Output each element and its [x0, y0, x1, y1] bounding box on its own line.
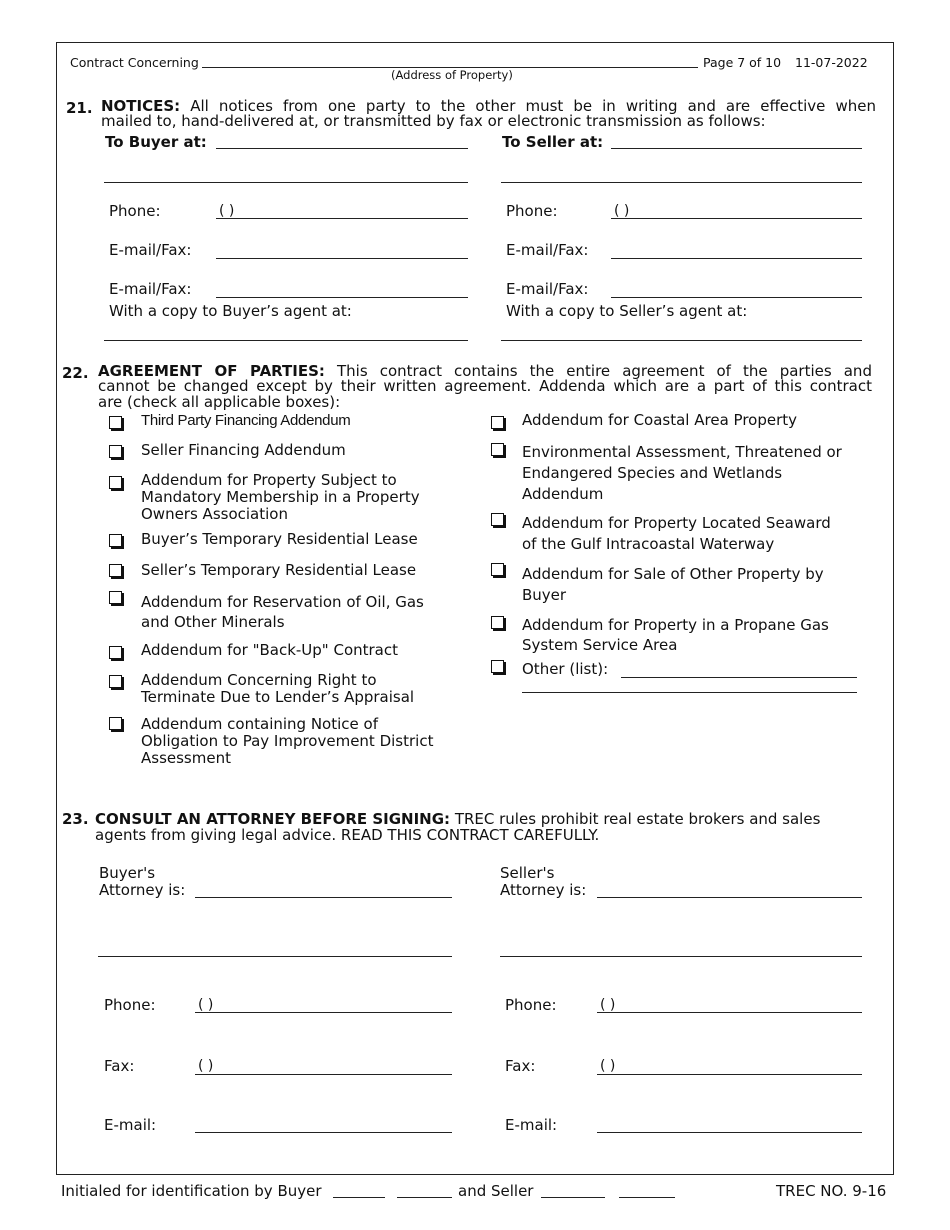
buyer-address-field-2[interactable] — [104, 182, 468, 183]
addendum-left-3-label — [141, 472, 420, 523]
buyer-attorney-label: Attorney is: — [99, 881, 186, 899]
addendum-right-1-checkbox[interactable] — [491, 416, 504, 429]
seller-attorney-email-field[interactable] — [597, 1132, 862, 1133]
and-seller-label: and Seller — [458, 1182, 534, 1200]
addendum-left-8-line2: Terminate Due to Lender’s Appraisal — [141, 688, 415, 706]
addendum-left-3-line2: Mandatory Membership in a Property — [141, 488, 420, 506]
addendum-right-2-line1: Environmental Assessment, Threatened or — [522, 443, 842, 461]
page-number: Page 7 of 10 — [703, 55, 782, 70]
seller-attorney-fax-format: ( ) — [600, 1058, 616, 1074]
buyer-attorney-fax-label: Fax: — [104, 1057, 135, 1075]
addendum-right-4-checkbox[interactable] — [491, 563, 504, 576]
addendum-left-4-line1: Buyer’s Temporary Residential Lease — [141, 530, 418, 548]
addendum-left-9-line3: Assessment — [141, 749, 231, 767]
addendum-left-4-checkbox[interactable] — [109, 534, 122, 547]
seller-phone-format: ( ) — [614, 203, 630, 219]
addendum-left-8-checkbox[interactable] — [109, 675, 122, 688]
section-21-text1: All notices from one party to the other must be in writing and are effective when — [190, 97, 876, 115]
other-list-field[interactable] — [621, 677, 857, 678]
buyer-email-fax-field-1[interactable] — [216, 258, 468, 259]
buyer-phone-format: ( ) — [219, 203, 235, 219]
buyer-attorney-phone-format: ( ) — [198, 997, 214, 1013]
addendum-left-2-checkbox[interactable] — [109, 445, 122, 458]
addendum-right-5-line1: Addendum for Property in a Propane Gas — [522, 616, 829, 634]
addendum-left-7-checkbox[interactable] — [109, 646, 122, 659]
seller-address-field[interactable] — [611, 148, 862, 149]
addendum-left-8-label — [141, 672, 414, 706]
addendum-right-1-label — [522, 412, 797, 429]
addendum-left-9-checkbox[interactable] — [109, 717, 122, 730]
buyer-initial-field-1[interactable] — [333, 1197, 385, 1198]
buyer-email-fax-field-2[interactable] — [216, 297, 468, 298]
addendum-right-5-line2: System Service Area — [522, 636, 678, 654]
to-buyer-label: To Buyer at: — [105, 133, 207, 151]
buyer-phone-field[interactable] — [216, 218, 468, 219]
addendum-left-9-label — [141, 716, 433, 767]
buyers-label: Buyer's — [99, 864, 156, 882]
seller-phone-label: Phone: — [506, 202, 558, 220]
addendum-right-1-line1: Addendum for Coastal Area Property — [522, 411, 798, 429]
other-list-field-2[interactable] — [522, 692, 857, 693]
addendum-left-6-line2: and Other Minerals — [141, 613, 285, 631]
buyer-email-fax-label-2: E-mail/Fax: — [109, 280, 192, 298]
seller-attorney-phone-field[interactable] — [597, 1012, 862, 1013]
addendum-right-3-line1: Addendum for Property Located Seaward — [522, 514, 831, 532]
section-22-line2: cannot be changed except by their written agreement. Addenda which are a part of this contract — [98, 377, 872, 395]
addendum-left-9-line1: Addendum containing Notice of — [141, 715, 378, 733]
addendum-left-6-label — [141, 592, 424, 632]
addendum-left-7-line1: Addendum for "Back-Up" Contract — [141, 641, 398, 659]
section-21-number: 21. — [66, 99, 93, 117]
addendum-left-5-line1: Seller’s Temporary Residential Lease — [141, 561, 417, 579]
addendum-right-3-label — [522, 513, 831, 555]
section-23-line2: agents from giving legal advice. READ THIS CONTRACT CAREFULLY. — [95, 826, 600, 844]
trec-form-number: TREC NO. 9-16 — [776, 1182, 887, 1200]
seller-address-field-2[interactable] — [501, 182, 862, 183]
buyer-agent-field[interactable] — [104, 340, 468, 341]
buyer-attorney-phone-label: Phone: — [104, 996, 156, 1014]
buyer-attorney-field[interactable] — [195, 897, 452, 898]
addendum-left-3-line3: Owners Association — [141, 505, 288, 523]
initialed-buyer-label: Initialed for identification by Buyer — [61, 1182, 322, 1200]
seller-email-fax-label-2: E-mail/Fax: — [506, 280, 589, 298]
addendum-left-8-line1: Addendum Concerning Right to — [141, 671, 377, 689]
addendum-right-6-line1: Other (list): — [522, 660, 609, 678]
seller-attorney-field[interactable] — [597, 897, 862, 898]
addendum-left-1-label — [141, 412, 350, 429]
buyer-attorney-field-2[interactable] — [98, 956, 452, 957]
addendum-right-6-checkbox[interactable] — [491, 660, 504, 673]
seller-phone-field[interactable] — [611, 218, 862, 219]
addendum-left-4-label — [141, 531, 418, 548]
section-22-line3: are (check all applicable boxes): — [98, 393, 341, 411]
buyer-attorney-fax-format: ( ) — [198, 1058, 214, 1074]
seller-agent-field[interactable] — [501, 340, 862, 341]
seller-attorney-fax-field[interactable] — [597, 1074, 862, 1075]
section-21-line2: mailed to, hand-delivered at, or transmitted by fax or electronic transmission as follows: — [101, 112, 766, 130]
addendum-left-9-line2: Obligation to Pay Improvement District — [141, 732, 434, 750]
buyer-attorney-phone-field[interactable] — [195, 1012, 452, 1013]
section-23-text1: TREC rules prohibit real estate brokers and sales — [454, 810, 821, 828]
buyer-email-fax-label-1: E-mail/Fax: — [109, 241, 192, 259]
seller-attorney-email-label: E-mail: — [505, 1116, 558, 1134]
seller-attorney-phone-format: ( ) — [600, 997, 616, 1013]
seller-agent-label: With a copy to Seller’s agent at: — [506, 302, 748, 320]
buyer-attorney-email-field[interactable] — [195, 1132, 452, 1133]
seller-email-fax-field-2[interactable] — [611, 297, 862, 298]
address-caption: (Address of Property) — [391, 68, 513, 82]
seller-email-fax-field-1[interactable] — [611, 258, 862, 259]
addendum-right-2-line2: Endangered Species and Wetlands — [522, 464, 783, 482]
addendum-left-1-checkbox[interactable] — [109, 416, 122, 429]
addendum-right-2-line3: Addendum — [522, 485, 604, 503]
addendum-right-5-label — [522, 615, 829, 655]
addendum-left-3-checkbox[interactable] — [109, 476, 122, 489]
addendum-right-5-checkbox[interactable] — [491, 616, 504, 629]
seller-email-fax-label-1: E-mail/Fax: — [506, 241, 589, 259]
seller-attorney-label: Attorney is: — [500, 881, 587, 899]
addendum-right-4-line1: Addendum for Sale of Other Property by — [522, 565, 824, 583]
section-22-number: 22. — [62, 364, 89, 382]
addendum-right-3-line2: of the Gulf Intracoastal Waterway — [522, 535, 775, 553]
form-date: 11-07-2022 — [795, 55, 868, 70]
section-22-text1: This contract contains the entire agreement of the parties and — [336, 362, 872, 380]
addendum-left-3-line1: Addendum for Property Subject to — [141, 471, 397, 489]
seller-attorney-fax-label: Fax: — [505, 1057, 536, 1075]
section-22-title: AGREEMENT OF PARTIES: — [98, 362, 325, 380]
addendum-right-2-label — [522, 442, 842, 505]
section-21-title: NOTICES: — [101, 97, 181, 115]
addendum-left-1-line1: Third Party Financing Addendum — [141, 412, 351, 429]
seller-initial-field-1[interactable] — [541, 1197, 605, 1198]
buyer-attorney-fax-field[interactable] — [195, 1074, 452, 1075]
addendum-left-5-label — [141, 562, 416, 579]
contract-concerning-label: Contract Concerning — [70, 55, 199, 70]
addendum-left-5-checkbox[interactable] — [109, 564, 122, 577]
addendum-right-2-checkbox[interactable] — [491, 443, 504, 456]
addendum-left-2-line1: Seller Financing Addendum — [141, 441, 346, 459]
section-23-number: 23. — [62, 810, 89, 828]
buyer-address-field[interactable] — [216, 148, 468, 149]
seller-attorney-field-2[interactable] — [500, 956, 862, 957]
seller-initial-field-2[interactable] — [619, 1197, 675, 1198]
buyer-initial-field-2[interactable] — [397, 1197, 452, 1198]
addendum-left-6-line1: Addendum for Reservation of Oil, Gas — [141, 593, 424, 611]
section-23-title: CONSULT AN ATTORNEY BEFORE SIGNING: — [95, 810, 451, 828]
addendum-right-3-checkbox[interactable] — [491, 513, 504, 526]
addendum-right-4-line2: Buyer — [522, 586, 567, 604]
addendum-left-6-checkbox[interactable] — [109, 591, 122, 604]
addendum-right-6-label — [522, 661, 608, 678]
sellers-label: Seller's — [500, 864, 555, 882]
to-seller-label: To Seller at: — [502, 133, 604, 151]
addendum-right-4-label — [522, 564, 824, 606]
seller-attorney-phone-label: Phone: — [505, 996, 557, 1014]
buyer-agent-label: With a copy to Buyer’s agent at: — [109, 302, 352, 320]
buyer-phone-label: Phone: — [109, 202, 161, 220]
addendum-left-7-label — [141, 642, 398, 659]
addendum-left-2-label — [141, 442, 346, 459]
buyer-attorney-email-label: E-mail: — [104, 1116, 157, 1134]
